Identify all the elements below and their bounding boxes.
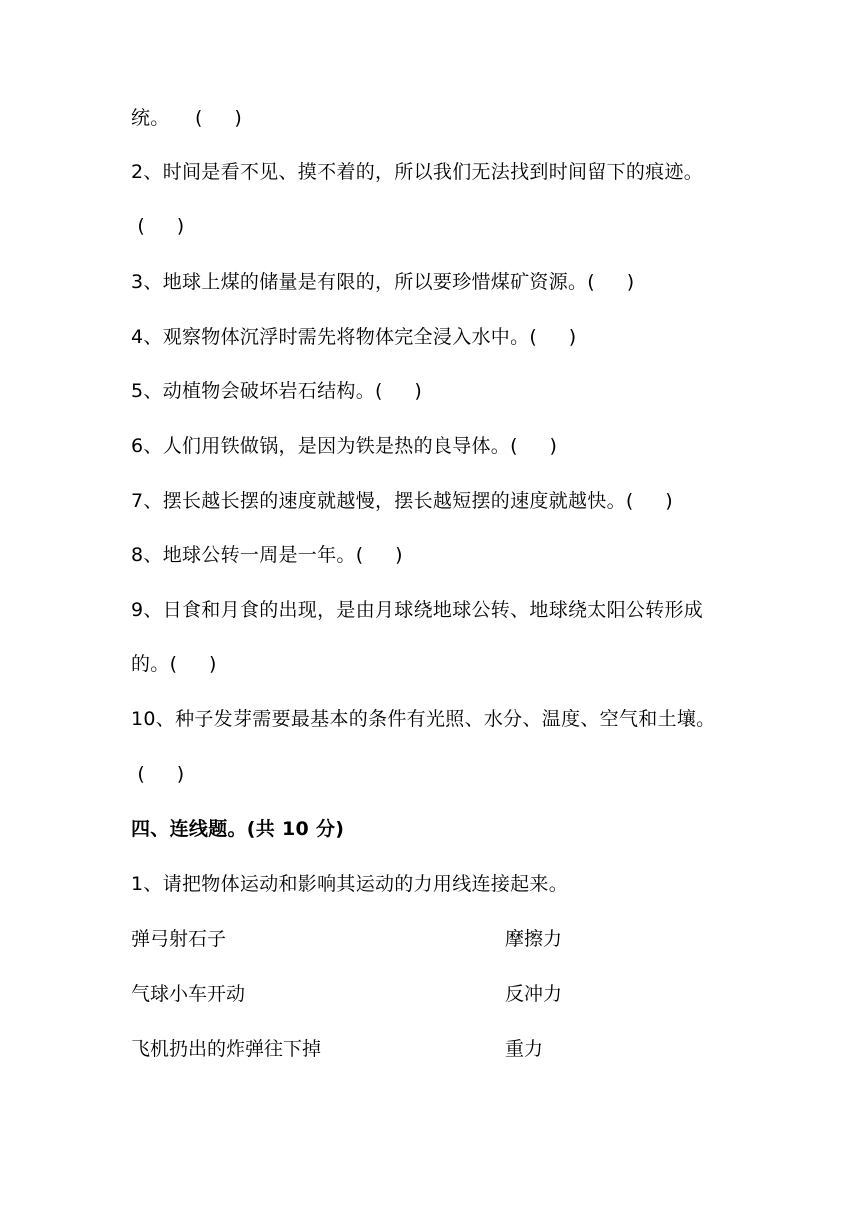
match-left-item: 弹弓射石子 (131, 928, 227, 950)
match-left-item: 飞机扔出的炸弹往下掉 (131, 1038, 322, 1060)
question-5: 5、动植物会破坏岩石结构。( ) (131, 380, 423, 402)
match-right-item: 摩擦力 (505, 928, 563, 950)
question-8: 8、地球公转一周是一年。( ) (131, 544, 403, 566)
answer-blank-10: ( ) (131, 763, 185, 785)
question-9-continuation: 的。( ) (131, 653, 217, 675)
matching-question-1: 1、请把物体运动和影响其运动的力用线连接起来。 (131, 873, 568, 895)
question-3: 3、地球上煤的储量是有限的，所以要珍惜煤矿资源。( ) (131, 271, 635, 293)
question-6: 6、人们用铁做锅，是因为铁是热的良导体。( ) (131, 435, 558, 457)
match-right-item: 反冲力 (505, 983, 563, 1005)
match-left-item: 气球小车开动 (131, 983, 246, 1005)
text-line-continuation: 统。 ( ) (131, 107, 243, 129)
question-10: 10、种子发芽需要最基本的条件有光照、水分、温度、空气和土壤。 (131, 708, 716, 730)
section-heading: 四、连线题。(共 10 分) (131, 818, 345, 840)
question-2: 2、时间是看不见、摸不着的，所以我们无法找到时间留下的痕迹。 (131, 161, 704, 183)
match-right-item: 重力 (505, 1038, 544, 1060)
answer-blank-2: ( ) (131, 215, 185, 237)
question-4: 4、观察物体沉浮时需先将物体完全浸入水中。( ) (131, 326, 577, 348)
question-7: 7、摆长越长摆的速度就越慢，摆长越短摆的速度就越快。( ) (131, 490, 674, 512)
question-9: 9、日食和月食的出现，是由月球绕地球公转、地球绕太阳公转形成 (131, 599, 704, 621)
